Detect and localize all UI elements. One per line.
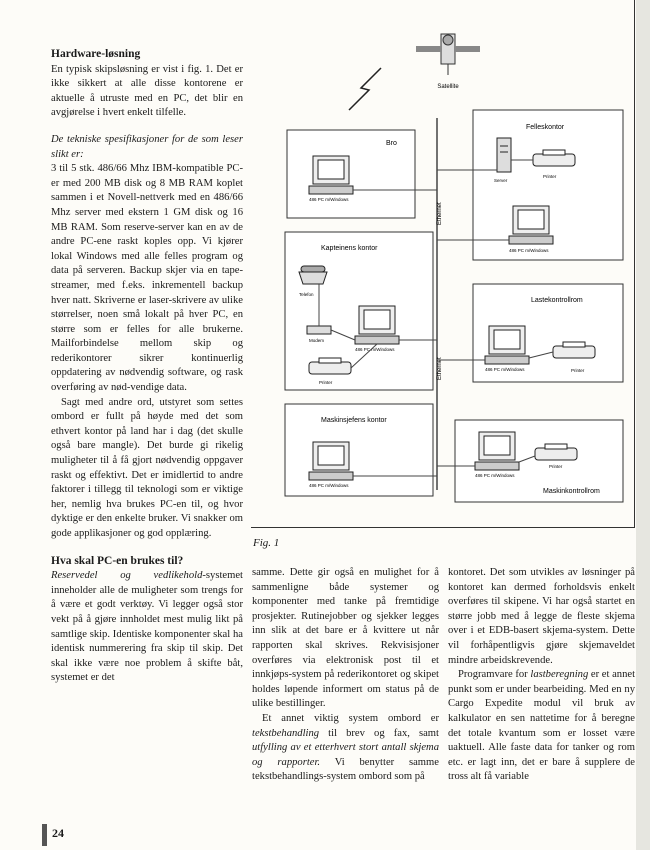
telephone-icon: [299, 266, 327, 284]
satellite-label: Satellite: [437, 84, 459, 90]
paragraph: [51, 569, 243, 686]
network-diagram-figure: [251, 0, 635, 528]
page-edge-shadow: [636, 0, 650, 850]
section-heading: Hardware-løsning: [51, 48, 141, 60]
italic-term: Reservedel og vedlikehold: [51, 570, 203, 582]
paragraph: 3 til 5 stk. 486/66 Mhz IBM-kompatible PC-er med 200 MB disk og 8 MB RAM koplet sammen i et Novell-nettverk med en 486/66 Mhz server med ekstern 1 GM disk og 16 MB RAM. Som reserve-server kan en av de andre PC-ene raskt koples opp. Vi kjører lokal Windows med alle felles program og data på serveren. Backup skjer via en tape-streamer, med f.eks. inkrementell backup hver natt. Skriverne er laser-skrivere av ulike størrelser, noen små lokalt på hver PC, en større som er felles for alle brukerne. Mailforbindelse mellom skip og rederikontorer sikrer kontinuerlig oppdatering av nødvendig software, og rask overføring av nød-vendige data.: [51, 163, 243, 394]
room-label-bro: Bro: [386, 140, 397, 147]
paragraph: [448, 668, 635, 785]
paragraph-text: -systemet inneholder alle de muligheter som trengs for å være et godt verktøy. Vi legger også stor vekt på å gjøre innholdet mest mulig likt på samtlige skip. Identiske komponenter skal ha identisk nummerering fra skip til skip. Det skal ikke være noe problem å skifte båt, systemet er det: [51, 570, 243, 684]
pc-label: 486 PC m/Windows: [309, 197, 349, 202]
pc-monitor-icon: [509, 206, 553, 244]
paragraph-text: til brev og fax, samt: [319, 727, 439, 739]
text-column-right: [448, 566, 635, 785]
figure-caption: Fig. 1: [253, 537, 280, 549]
page-number-bar: [42, 824, 47, 846]
paragraph-text: Et annet viktig system ombord er: [262, 712, 439, 724]
room-label-kaptein: Kapteinens kontor: [321, 245, 378, 252]
modem-label: Modem: [309, 338, 325, 343]
pc-monitor-icon: [309, 156, 353, 194]
server-icon: [497, 138, 511, 172]
paragraph-text: Vi benytter samme tekstbehandlings-system ombord som på: [252, 756, 439, 783]
telephone-label: Telefon: [299, 292, 314, 297]
paragraph: En typisk skipsløsning er vist i fig. 1. Det er ikke sikkert at alle disse kontorene er aktuelle å utruste med en PC, det blir en avgjørelse i hvert enkelt tilfelle.: [51, 63, 243, 119]
printer-label: Printer: [549, 464, 563, 469]
room-label-maskin: Maskinkontrollrom: [543, 488, 600, 495]
room-label-maskinsjef: Maskinsjefens kontor: [321, 417, 387, 424]
lightning-icon: [349, 68, 381, 110]
paragraph: [252, 712, 439, 785]
page-number: 24: [52, 826, 64, 840]
printer-label: Printer: [319, 380, 333, 385]
text-column-middle: [252, 566, 439, 785]
modem-icon: [307, 326, 331, 334]
ethernet-label: Ethernet: [437, 202, 443, 225]
italic-term: tekstbehandling: [252, 727, 320, 739]
ethernet-label: Ethernet: [437, 357, 443, 380]
pc-monitor-icon: [355, 306, 399, 344]
italic-term: utfylling av et etterhvert stort antall skjema og rapporter.: [252, 742, 439, 768]
pc-monitor-icon: [485, 326, 529, 364]
paragraph: Sagt med andre ord, utstyret som settes ombord er fullt på høyde med det som ethvert kontor på land har i dag (det skulle også bare mangle). Det burde gi rikelig muligheter til å få gjort nødvendig oppgaver raskt og effektivt. Det er imidlertid to andre faktorer i tillegg til teknologi som er viktige her, nemlig hva brukes PC-en til, og hvor dyktige er den enkelte bruker. Vi snakker om gode applikasjoner og god opplæring.: [51, 396, 243, 539]
pc-monitor-icon: [309, 442, 353, 480]
printer-label: Printer: [571, 368, 585, 373]
room-label-laste: Lastekontrollrom: [531, 297, 583, 304]
room-label-felleskontor: Felleskontor: [526, 124, 565, 131]
pc-label: 486 PC m/Windows: [485, 367, 525, 372]
network-diagram: [251, 0, 634, 527]
paragraph-italic: De tekniske spesifikasjoner for de som leser slikt er:: [51, 133, 243, 160]
printer-label: Printer: [543, 174, 557, 179]
pc-monitor-icon: [475, 432, 519, 470]
paragraph: samme. Dette gir også en mulighet for å sammenligne både systemer og komponenter med tanke på fremtidige prosjekter. Rutinejobber og sjekker legges inn slik at det bare er å kvittere ut når rapporten skal skrives. Rekvisisjoner overføres via elektronisk post til et innkjøps-system på rederikontoret og skipet holdes løpende informert om status på de ulike bestillinger.: [252, 567, 439, 710]
pc-label: 486 PC m/Windows: [475, 473, 515, 478]
italic-term: lastberegning: [530, 669, 589, 681]
paragraph-text: Programvare for: [458, 669, 531, 681]
paragraph-text: er et annet punkt som er under bearbeiding. Med en ny Cargo Expedite modul vil bruk av kalkulator en sen nattetime for å beregne det totale kvantum som er losset være uaktuell. Alle faste data for tanker og rom etc. er lagt inn, det er bare å supplere de tross alt få variable: [448, 669, 636, 783]
pc-label: 486 PC m/Windows: [309, 483, 349, 488]
satellite-icon: [416, 34, 480, 75]
paragraph: kontoret. Det som utvikles av løsninger på kontoret kan dermed forholdsvis enkelt overføres til skipene. Vi har også startet en større jobb med å legge de fleste skjema over i et EDB-basert skjema-system. Dette vil forhåpentligvis gjøre skjemaveldet mindre arbeidskrevende.: [448, 567, 635, 666]
server-label: Server: [494, 178, 508, 183]
pc-label: 486 PC m/Windows: [509, 248, 549, 253]
pc-label: 486 PC m/Windows: [355, 347, 395, 352]
section-heading: Hva skal PC-en brukes til?: [51, 554, 184, 567]
text-column-left: [51, 47, 243, 686]
